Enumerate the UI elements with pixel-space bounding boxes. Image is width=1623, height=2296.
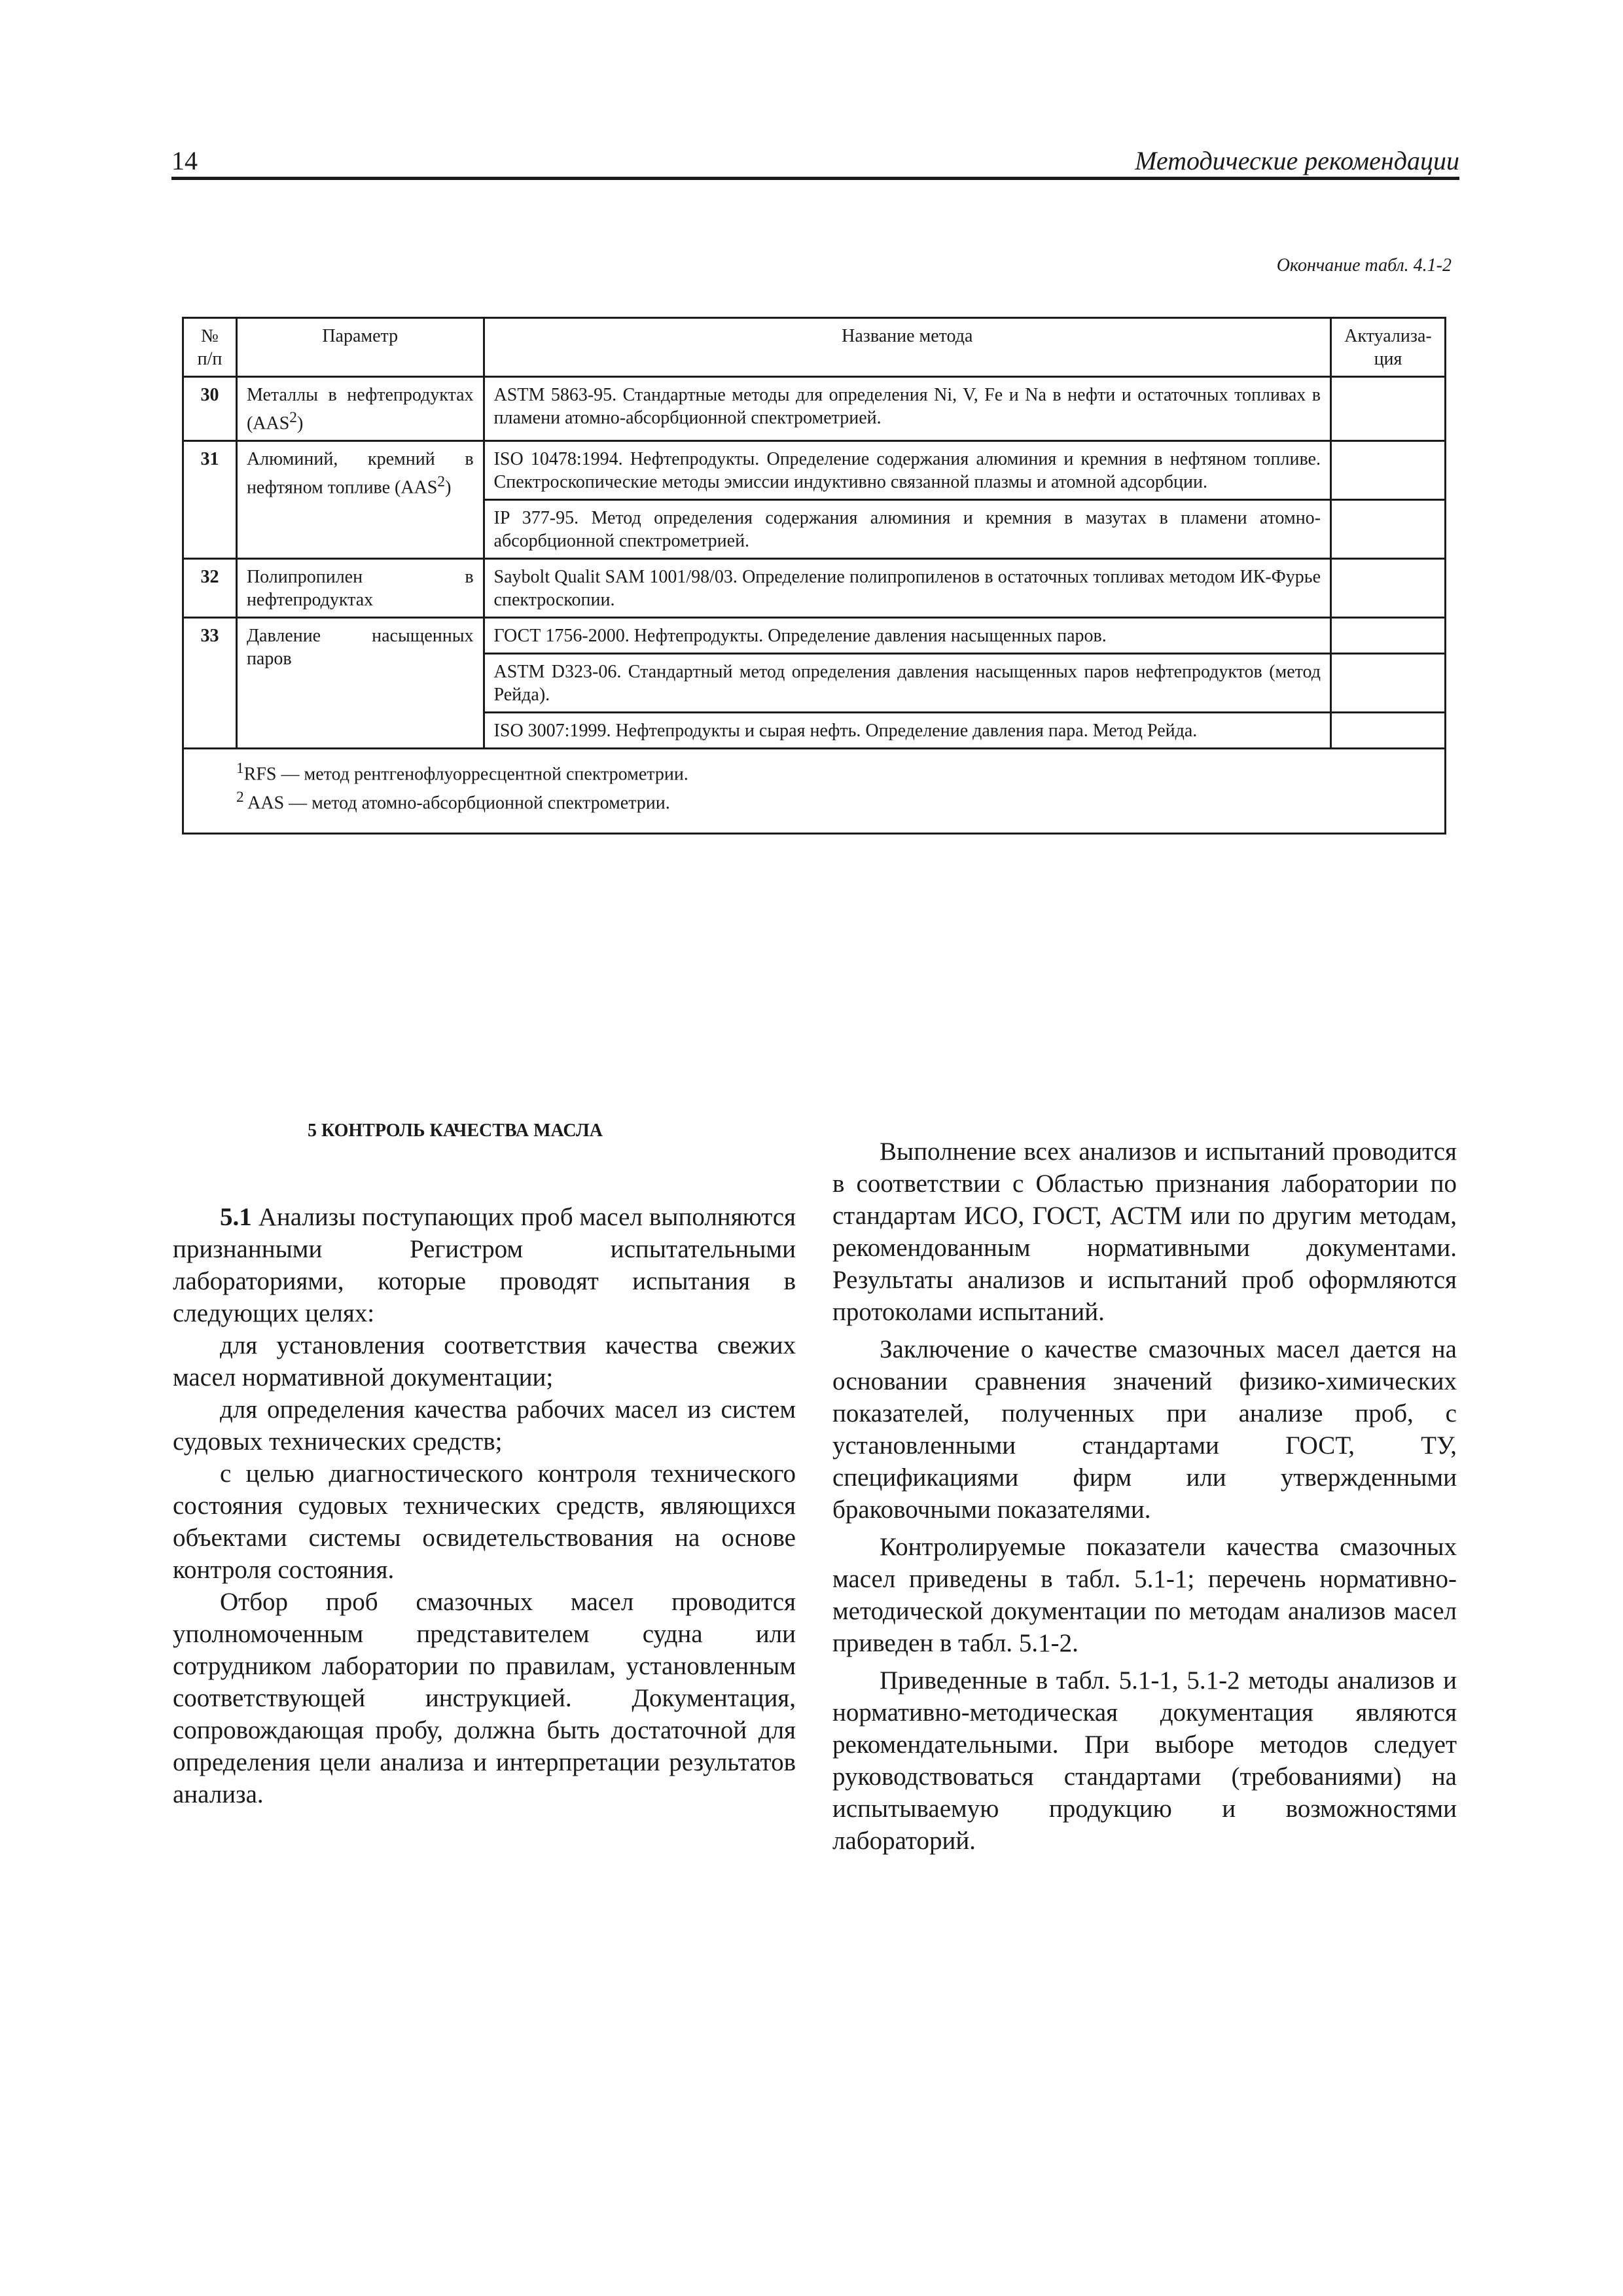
left-column xyxy=(173,1201,796,1810)
row-actualization xyxy=(1331,618,1446,654)
paragraph: Приведенные в табл. 5.1-1, 5.1-2 методы анализов и нормативно-методическая документация являются рекомендательными. При выборе методов следует руководствоваться стандартами (требованиями) на испытываемую продукцию и возможностями лабораторий. xyxy=(832,1666,1457,1855)
row-parameter xyxy=(236,441,484,559)
paragraph: Заключение о качестве смазочных масел дается на основании сравнения значений физико-химических показателей, полученных при анализе проб, с установленными стандартами ГОСТ, ТУ, спецификациями фирм или утвержденными браковочными показателями. xyxy=(832,1335,1457,1524)
paragraph: для установления соответствия качества свежих масел нормативной документации; xyxy=(173,1331,796,1391)
paragraph: Отбор проб смазочных масел проводится уполномоченным представителем судна или сотрудником лаборатории по правилам, установленным соответствующей инструкцией. Документация, сопровождающая пробу, должна быть достаточной для определения цели анализа и интерпретации результатов анализа. xyxy=(173,1588,796,1808)
row-parameter: Давление насыщенных паров xyxy=(236,618,484,749)
table-row xyxy=(183,377,1446,441)
table-caption: Окончание табл. 4.1-2 xyxy=(1276,255,1452,276)
section-heading: 5 КОНТРОЛЬ КАЧЕСТВА МАСЛА xyxy=(308,1121,603,1141)
clause-number: 5.1 xyxy=(220,1203,252,1231)
footnote-text: RFS — метод рентгенофлуорресцентной спектрометрии. xyxy=(243,764,688,785)
row-parameter xyxy=(236,377,484,441)
row-actualization xyxy=(1331,713,1446,749)
header-method: Название метода xyxy=(484,318,1330,377)
footnote xyxy=(236,757,1392,785)
right-column xyxy=(832,1136,1457,1857)
paragraph-text: Анализы поступающих проб масел выполняются признанными Регистром испытательными лабораториями, которые проводят испытания в следующих целях: xyxy=(173,1203,796,1327)
methods-table xyxy=(182,317,1446,834)
param-footnote-mark: 2 xyxy=(437,473,446,491)
row-method: IP 377-95. Метод определения содержания алюминия и кремния в мазутах в пламени атомно-абсорбционной спектрометрией. xyxy=(484,500,1330,559)
running-head: Методические рекомендации xyxy=(1135,146,1459,175)
row-method: Saybolt Qualit SAM 1001/98/03. Определение полипропиленов в остаточных топливах методом ИК-Фурье спектроскопии. xyxy=(484,559,1330,618)
paragraph: для определения качества рабочих масел из систем судовых технических средств; xyxy=(173,1395,796,1456)
row-actualization xyxy=(1331,441,1446,500)
row-actualization xyxy=(1331,377,1446,441)
row-number: 30 xyxy=(183,377,237,441)
row-method: ISO 3007:1999. Нефтепродукты и сырая нефть. Определение давления пара. Метод Рейда. xyxy=(484,713,1330,749)
paragraph: Выполнение всех анализов и испытаний проводится в соответствии с Областью признания лаборатории по стандартам ИСО, ГОСТ, АСТМ или по другим методам, рекомендованным нормативными документами. Результаты анализов и испытаний проб оформляются протоколами испытаний. xyxy=(832,1138,1457,1326)
row-actualization xyxy=(1331,500,1446,559)
row-number: 33 xyxy=(183,618,237,749)
table-row xyxy=(183,441,1446,500)
param-tail: ) xyxy=(445,477,452,498)
footnote-text: AAS — метод атомно-абсорбционной спектрометрии. xyxy=(243,792,670,813)
header-rule xyxy=(171,177,1459,180)
table-row xyxy=(183,559,1446,618)
paragraph: Контролируемые показатели качества смазочных масел приведены в табл. 5.1-1; перечень нормативно-методической документации по методам анализов масел приведен в табл. 5.1-2. xyxy=(832,1533,1457,1657)
footnote-mark: 2 xyxy=(236,788,244,806)
param-footnote-mark: 2 xyxy=(289,409,297,426)
row-actualization xyxy=(1331,654,1446,713)
row-number: 32 xyxy=(183,559,237,618)
row-method: ISO 10478:1994. Нефтепродукты. Определение содержания алюминия и кремния в нефтяном топливе. Спектроскопические методы эмиссии индуктивно связанной плазмы и атомной адсорбции. xyxy=(484,441,1330,500)
param-text: Алюминий, кремний в нефтяном топливе (AAS xyxy=(246,449,474,498)
footnote-mark: 1 xyxy=(236,760,244,778)
table-footnotes xyxy=(183,749,1446,834)
header-actualization: Актуализа-ция xyxy=(1331,318,1446,377)
row-method: ASTM 5863-95. Стандартные методы для определения Ni, V, Fe и Na в нефти и остаточных топливах в пламени атомно-абсорбционной спектрометрией. xyxy=(484,377,1330,441)
param-tail: ) xyxy=(296,413,304,434)
row-actualization xyxy=(1331,559,1446,618)
table-row xyxy=(183,618,1446,654)
header-param: Параметр xyxy=(236,318,484,377)
paragraph xyxy=(173,1201,796,1329)
table-footnotes-row xyxy=(183,749,1446,834)
header-num: № п/п xyxy=(183,318,237,377)
row-method: ГОСТ 1756-2000. Нефтепродукты. Определение давления насыщенных паров. xyxy=(484,618,1330,654)
row-method: ASTM D323-06. Стандартный метод определения давления насыщенных паров нефтепродуктов (метод Рейда). xyxy=(484,654,1330,713)
row-parameter: Полипропилен в нефтепродуктах xyxy=(236,559,484,618)
footnote xyxy=(236,786,1392,814)
page-number: 14 xyxy=(171,146,198,175)
param-text: Металлы в нефтепродуктах (AAS xyxy=(246,385,474,434)
row-number: 31 xyxy=(183,441,237,559)
table-header-row xyxy=(183,318,1446,377)
paragraph: с целью диагностического контроля технического состояния судовых технических средств, являющихся объектами системы освидетельствования на основе контроля состояния. xyxy=(173,1460,796,1584)
